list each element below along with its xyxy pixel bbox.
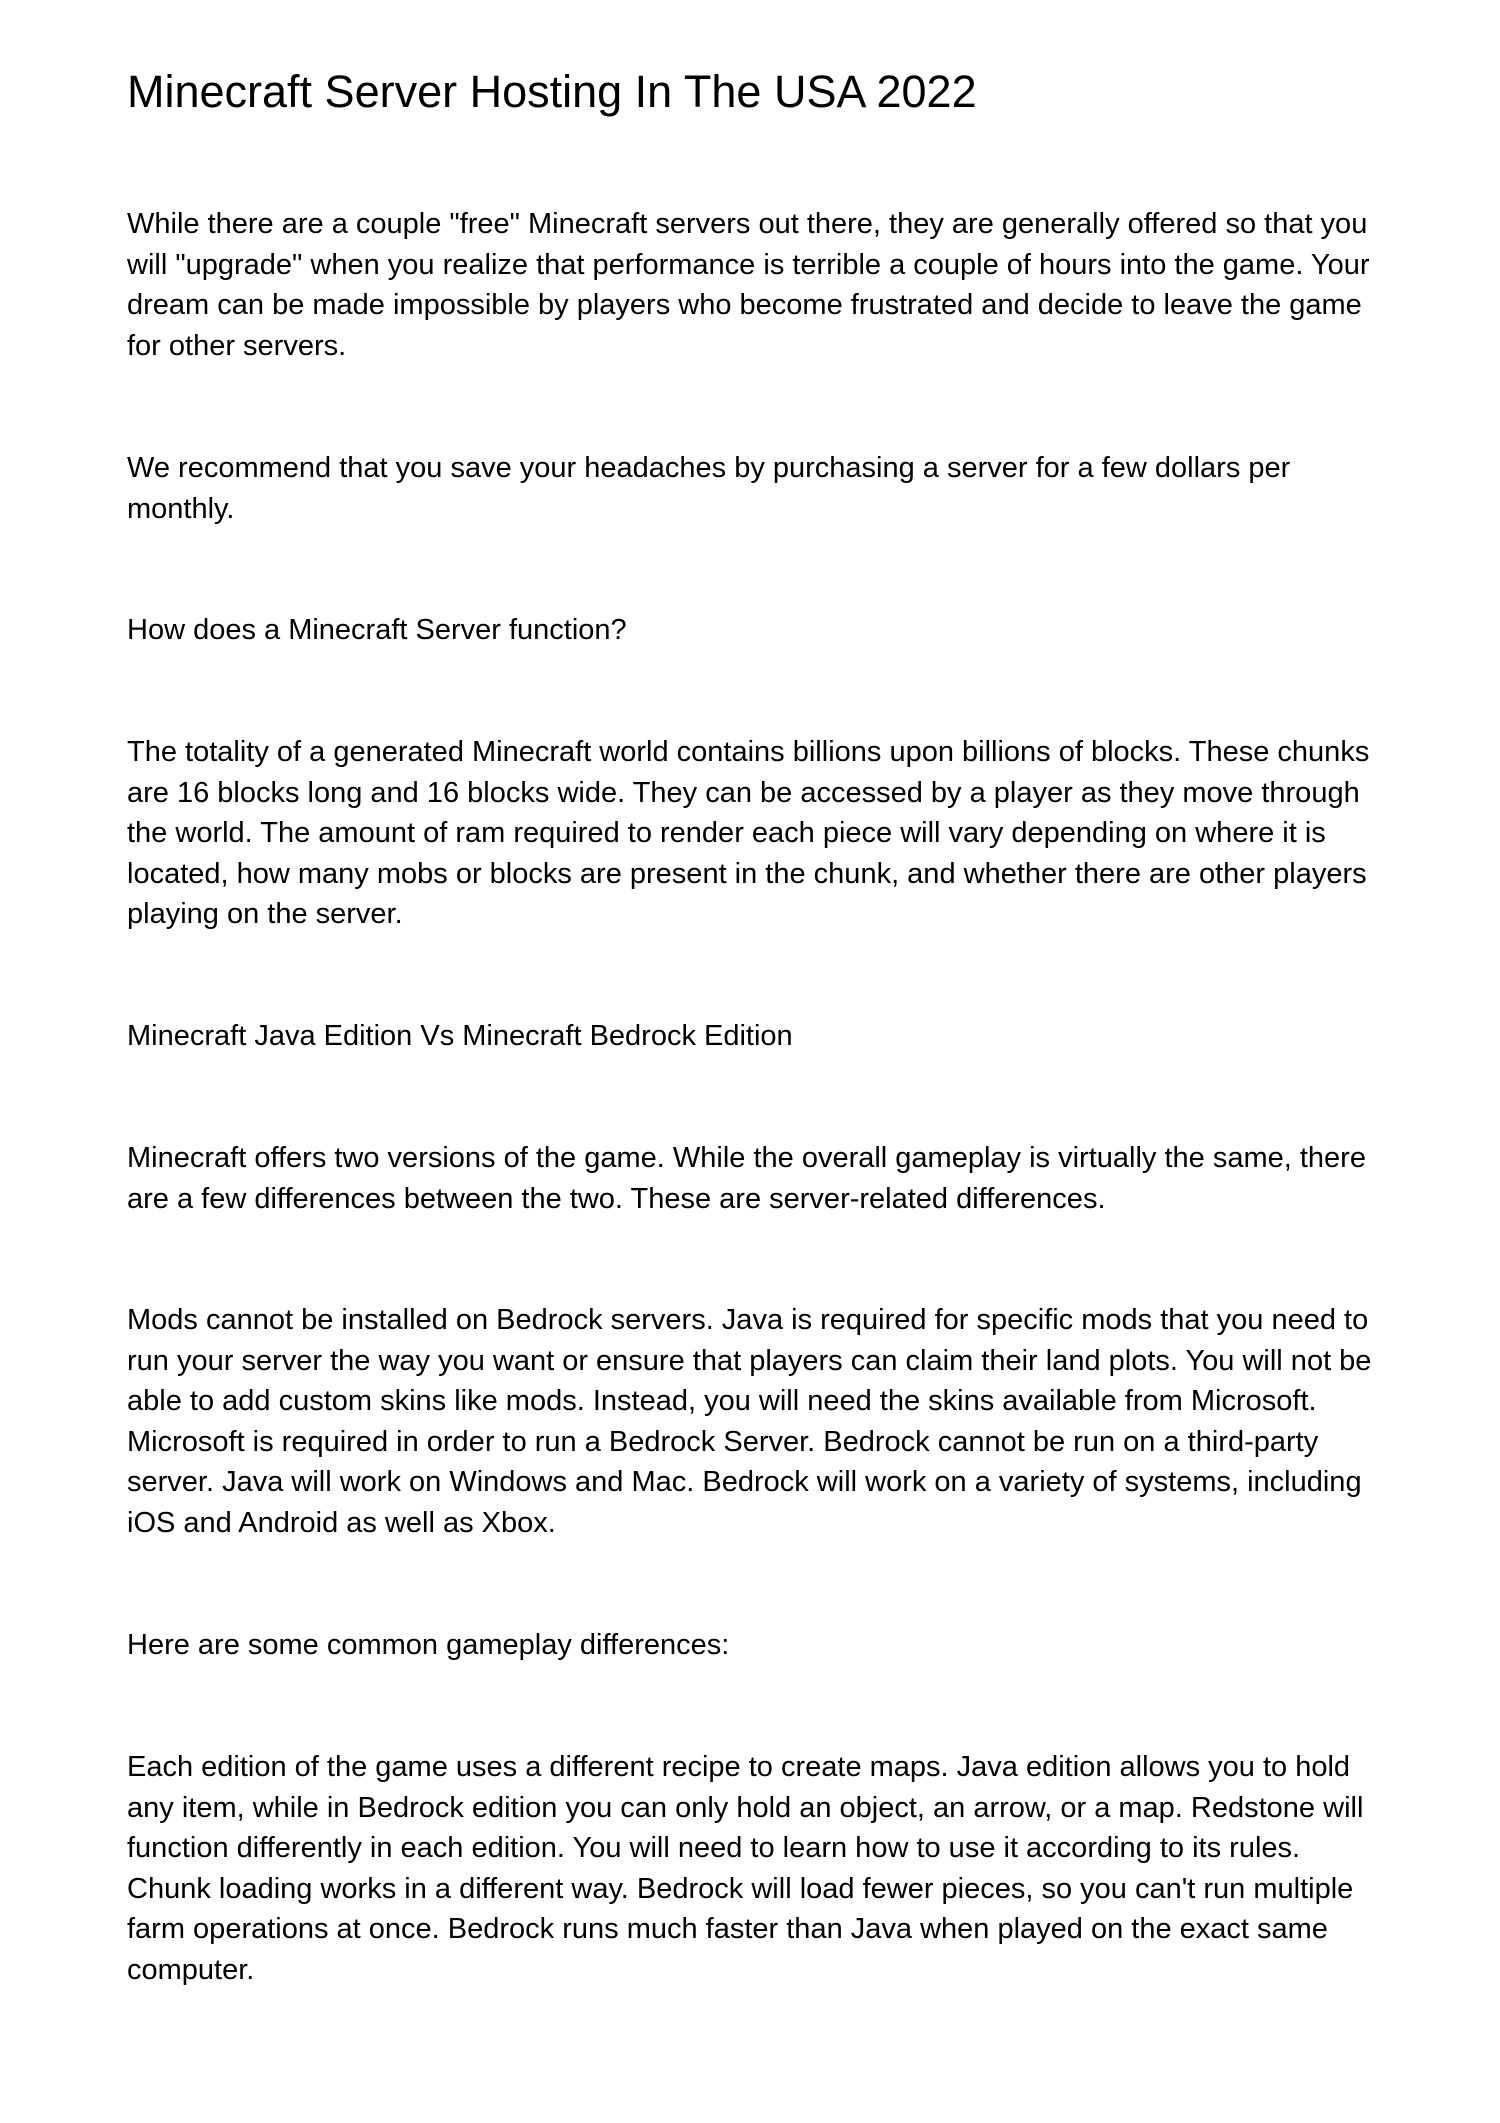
section-heading-gameplay-differences: Here are some common gameplay differences:	[127, 1629, 730, 1661]
page-title: Minecraft Server Hosting In The USA 2022	[127, 66, 977, 117]
paragraph-two-versions: Minecraft offers two versions of the game. While the overall gameplay is virtually the same, there are a few differences between the two. These are server-related differences.	[127, 1142, 1366, 1215]
section-heading-how-server-works: How does a Minecraft Server function?	[127, 614, 627, 646]
paragraph-chunks: The totality of a generated Minecraft world contains billions upon billions of blocks. These chunks are 16 blocks long and 16 blocks wide. They can be accessed by a player as they move through the world. The amount of ram required to render each piece will vary depending on where it is located, how many mobs or blocks are present in the chunk, and whether there are other players playing on the server.	[127, 736, 1370, 930]
paragraph-mods: Mods cannot be installed on Bedrock servers. Java is required for specific mods that you need to run your server the way you want or ensure that players can claim their land plots. You will not be able to add custom skins like mods. Instead, you will need the skins available from Microsoft. Microsoft is required in order to run a Bedrock Server. Bedrock cannot be run on a third-party server. Java will work on Windows and Mac. Bedrock will work on a variety of systems, including iOS and Android as well as Xbox.	[127, 1304, 1372, 1539]
paragraph-recommendation: We recommend that you save your headaches by purchasing a server for a few dollars per monthly.	[127, 452, 1291, 525]
paragraph-intro: While there are a couple "free" Minecraft servers out there, they are generally offered so that you will "upgrade" when you realize that performance is terrible a couple of hours into the game. Your dream can be made impossible by players who become frustrated and decide to leave the game for other servers.	[127, 208, 1370, 362]
paragraph-edition-differences: Each edition of the game uses a different recipe to create maps. Java edition allows you to hold any item, while in Bedrock edition you can only hold an object, an arrow, or a map. Redstone will function differently in each edition. You will need to learn how to use it according to its rules. Chunk loading works in a different way. Bedrock will load fewer pieces, so you can't run multiple farm operations at once. Bedrock runs much faster than Java when played on the exact same computer.	[127, 1751, 1364, 1986]
section-heading-java-vs-bedrock: Minecraft Java Edition Vs Minecraft Bedrock Edition	[127, 1020, 793, 1052]
